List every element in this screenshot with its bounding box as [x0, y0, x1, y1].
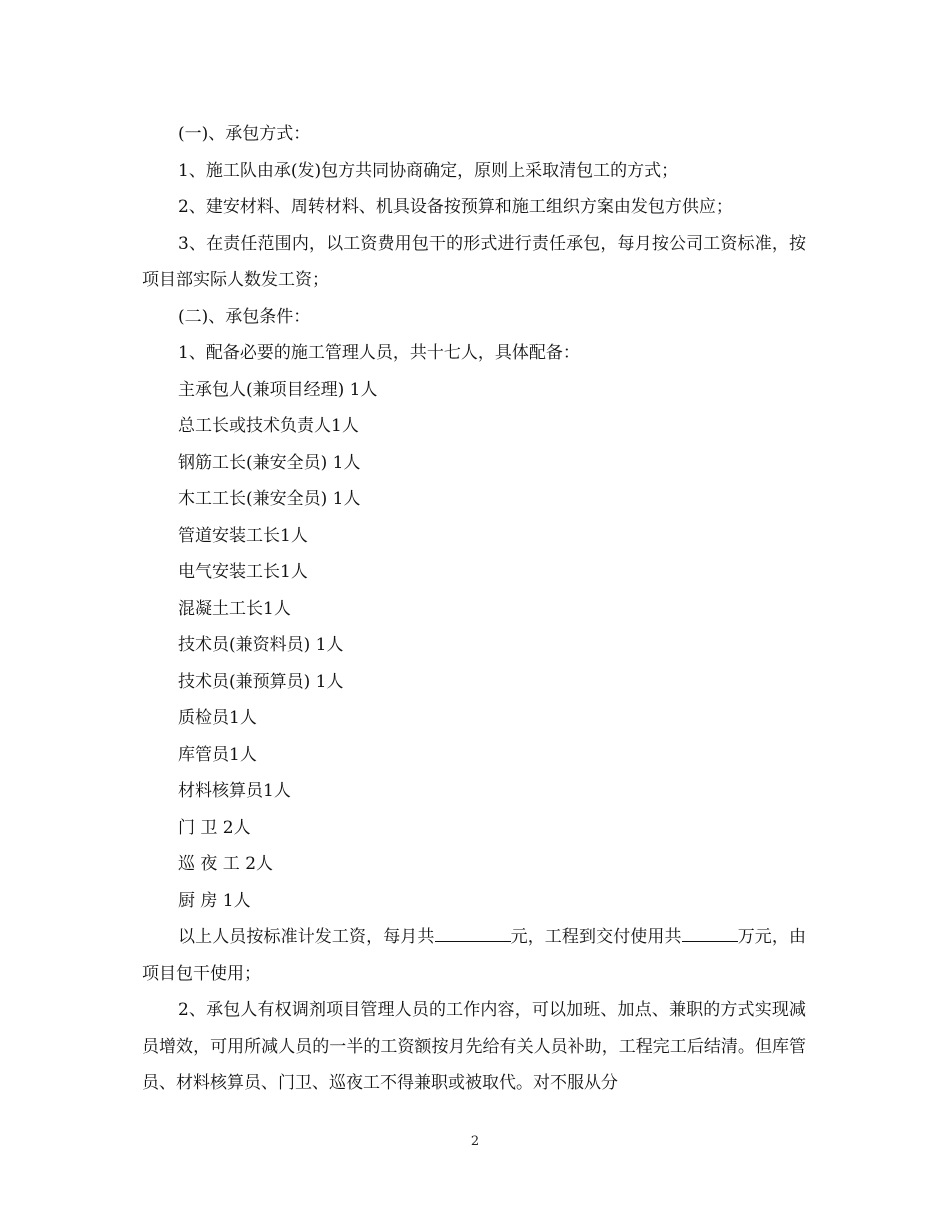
staff-list-item: 管道安装工长1人	[178, 525, 308, 546]
total-amount-blank	[682, 940, 738, 942]
staff-list-item: 主承包人(兼项目经理) 1人	[178, 379, 378, 400]
salary-text-part3: 万元，由项目包干使用；	[142, 927, 807, 984]
staff-list-item: 电气安装工长1人	[178, 562, 308, 582]
staff-list-item: 库管员1人	[178, 744, 257, 765]
salary-text-part1: 以上人员按标准计发工资，每月共	[178, 927, 435, 947]
paragraph: 3、在责任范围内，以工资费用包干的形式进行责任承包，每月按公司工资标准，按项目部实际人数发工资；	[142, 233, 806, 290]
salary-paragraph	[142, 919, 806, 992]
staff-list-item: 门 卫 2人	[178, 817, 251, 838]
salary-text-part2: 元，工程到交付使用共	[510, 927, 682, 947]
document-body	[142, 116, 806, 1102]
section-heading-contract-method: (一)、承包方式：	[178, 124, 311, 144]
staff-list-item: 木工工长(兼安全员) 1人	[178, 489, 361, 509]
staff-list-item: 厨 房 1人	[178, 890, 251, 911]
paragraph: 1、配备必要的施工管理人员，共十七人，具体配备：	[178, 343, 580, 363]
section-heading-contract-conditions: (二)、承包条件：	[178, 306, 311, 327]
staff-list-item: 钢筋工长(兼安全员) 1人	[178, 452, 361, 473]
monthly-amount-blank	[435, 940, 511, 942]
paragraph: 1、施工队由承(发)包方共同协商确定，原则上采取清包工的方式；	[178, 160, 679, 181]
staff-list-item: 混凝土工长1人	[178, 598, 291, 619]
staff-list-item: 质检员1人	[178, 708, 257, 728]
paragraph: 2、建安材料、周转材料、机具设备按预算和施工组织方案由发包方供应；	[178, 197, 733, 217]
page-number: 2	[470, 1134, 480, 1149]
staff-list-item: 巡 夜 工 2人	[178, 854, 274, 874]
staff-list-item: 总工长或技术负责人1人	[178, 416, 359, 436]
paragraph: 2、承包人有权调剂项目管理人员的工作内容，可以加班、加点、兼职的方式实现减员增效，可用所减人员的一半的工资额按月先给有关人员补助，工程完工后结清。但库管员、材料核算员、门卫、巡夜工不得兼职或被取代。对不服从分	[142, 1000, 806, 1093]
staff-list-item: 材料核算员1人	[178, 781, 291, 801]
staff-list-item: 技术员(兼资料员) 1人	[178, 635, 344, 655]
staff-list-item: 技术员(兼预算员) 1人	[178, 671, 344, 692]
